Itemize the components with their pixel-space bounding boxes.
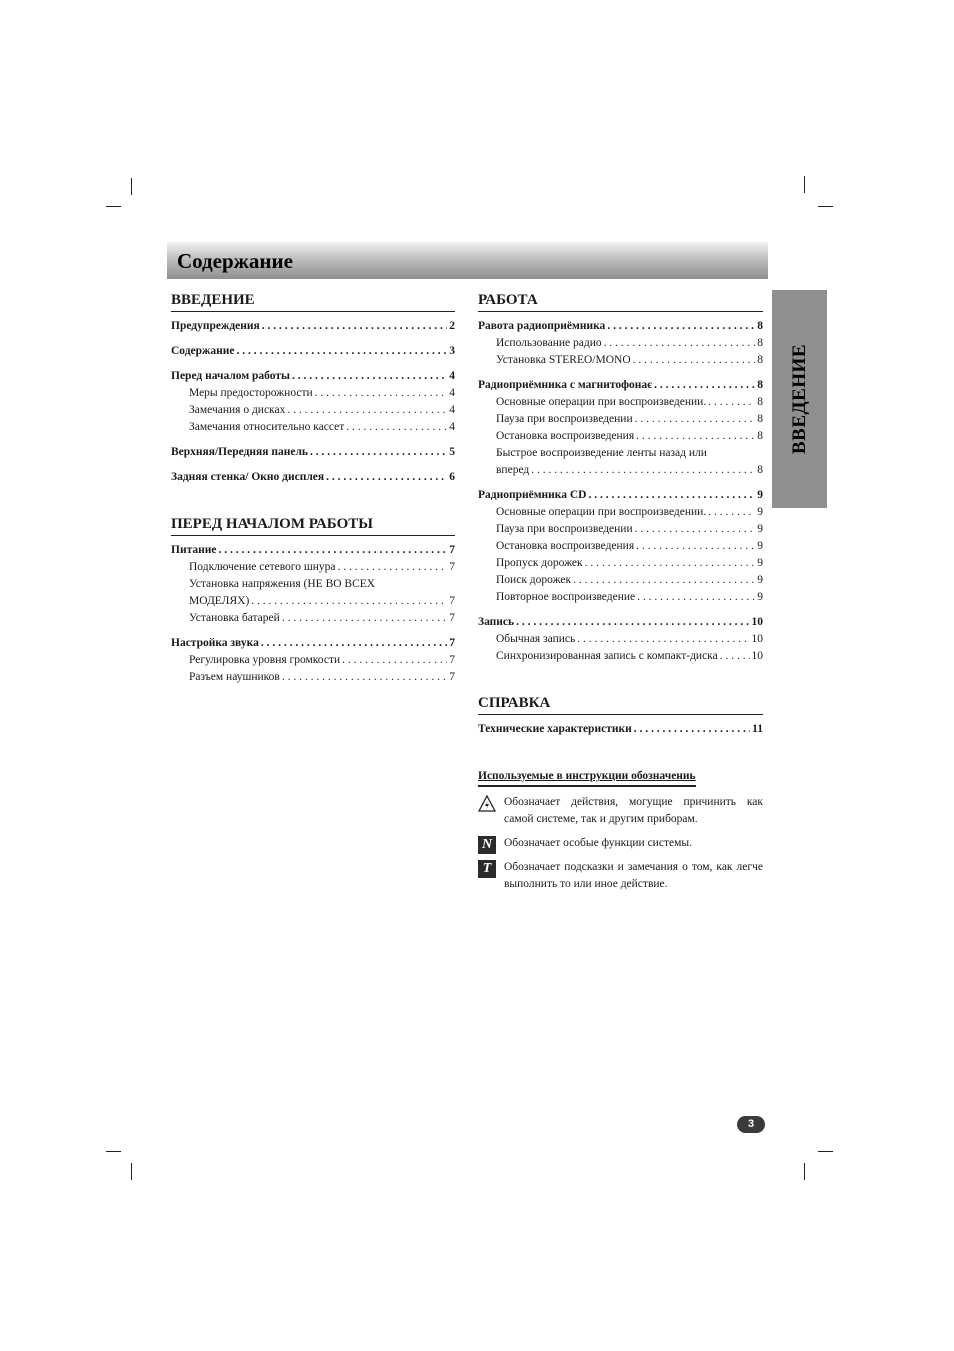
- toc-subentry[interactable]: Синхронизированная запись с компакт-диска . . . 10: [478, 648, 763, 665]
- section-rule: [478, 714, 763, 715]
- toc-subentry[interactable]: Обычная запись . . . 10: [478, 631, 763, 648]
- toc-subentry-multiline[interactable]: Быстрое воспроизведение ленты назад или вперед . . . 8: [478, 445, 763, 479]
- note-n-icon: N: [478, 836, 496, 854]
- toc-right-column: [478, 290, 763, 893]
- toc-subentry[interactable]: Установка STEREO/MONO . . . 8: [478, 352, 763, 369]
- section-rule: [478, 311, 763, 312]
- crop-mark: [131, 178, 132, 195]
- toc-entry[interactable]: Предупреждения . . . 2: [171, 318, 455, 335]
- section-heading: РАБОТА: [478, 292, 538, 308]
- toc-entry[interactable]: Питание . . . 7: [171, 542, 455, 559]
- toc-entry[interactable]: Содержание . . . 3: [171, 343, 455, 360]
- toc-subentry[interactable]: Поиск дорожек . . . 9: [478, 572, 763, 589]
- crop-mark: [106, 1151, 121, 1152]
- legend-heading: Используемые в инструкции обозначениь: [478, 769, 696, 787]
- toc-entry[interactable]: Радиоприёмника CD . . . 9: [478, 487, 763, 504]
- section-heading: ПЕРЕД НАЧАЛОМ РАБОТЫ: [171, 516, 374, 532]
- section-heading: СПРАВКА: [478, 695, 551, 711]
- crop-mark: [804, 1163, 805, 1180]
- crop-mark: [131, 1163, 132, 1180]
- toc-subentry[interactable]: Пауза при воспроизведении . . . 8: [478, 411, 763, 428]
- title-bar: [167, 242, 768, 279]
- legend-item-warning: Обозначает действия, могущие причинить как самой системе, так и другим приборам.: [478, 794, 763, 828]
- legend-item-tip: T Обозначает подсказки и замечания о том, как легче выполнить то или иное действие.: [478, 859, 763, 893]
- toc-subentry[interactable]: Установка батарей . . . 7: [171, 610, 455, 627]
- toc-subentry[interactable]: Пауза при воспроизведении . . . 9: [478, 521, 763, 538]
- section-heading: ВВЕДЕНИЕ: [171, 292, 255, 308]
- section-rule: [171, 311, 455, 312]
- legend-item-note: N Обозначает особые функции системы.: [478, 835, 763, 852]
- crop-mark: [106, 206, 121, 207]
- crop-mark: [804, 176, 805, 193]
- toc-subentry[interactable]: Подключение сетевого шнура . . . 7: [171, 559, 455, 576]
- toc-subentry[interactable]: Замечания относительно кассет . . . 4: [171, 419, 455, 436]
- toc-subentry[interactable]: Основные операции при воспроизведении. . . . 8: [478, 394, 763, 411]
- toc-entry[interactable]: Перед началом работы . . . 4: [171, 368, 455, 385]
- side-tab: [772, 290, 827, 508]
- toc-entry[interactable]: Технические характеристики . . . 11: [478, 721, 763, 738]
- toc-entry[interactable]: Задняя стенка/ Окно дисплея . . . 6: [171, 469, 455, 486]
- page-title: Содержание: [177, 249, 293, 273]
- toc-entry[interactable]: Настройка звука . . . 7: [171, 635, 455, 652]
- toc-subentry[interactable]: Меры предосторожности . . . 4: [171, 385, 455, 402]
- warning-icon: [478, 795, 496, 813]
- crop-mark: [818, 1151, 833, 1152]
- side-tab-label: ВВЕДЕНИЕ: [788, 344, 810, 454]
- toc-subentry[interactable]: Остановка воспроизведения . . . 8: [478, 428, 763, 445]
- section-rule: [171, 535, 455, 536]
- toc-subentry-multiline[interactable]: Установка напряжения (НЕ ВО ВСЕХ МОДЕЛЯХ) . . . 7: [171, 576, 455, 610]
- crop-mark: [818, 206, 833, 207]
- toc-subentry[interactable]: Повторное воспроизведение . . . 9: [478, 589, 763, 606]
- toc-entry[interactable]: Радиоприёмника с магнитофонає . . . 8: [478, 377, 763, 394]
- toc-subentry[interactable]: Пропуск дорожек . . . 9: [478, 555, 763, 572]
- toc-subentry[interactable]: Замечания о дисках . . . 4: [171, 402, 455, 419]
- toc-entry[interactable]: Равота радиоприёмника . . . 8: [478, 318, 763, 335]
- toc-subentry[interactable]: Разъем наушников . . . 7: [171, 669, 455, 686]
- toc-subentry[interactable]: Основные операции при воспроизведении. . . . 9: [478, 504, 763, 521]
- tip-t-icon: T: [478, 860, 496, 878]
- toc-entry[interactable]: Верхняя/Передняя панель . . . 5: [171, 444, 455, 461]
- toc-subentry[interactable]: Регулировка уровня громкости . . . 7: [171, 652, 455, 669]
- toc-left-column: [171, 290, 455, 686]
- toc-entry[interactable]: Запись . . . 10: [478, 614, 763, 631]
- page-number-badge: 3: [737, 1116, 765, 1133]
- toc-subentry[interactable]: Использование радио . . . 8: [478, 335, 763, 352]
- toc-subentry[interactable]: Остановка воспроизведения . . . 9: [478, 538, 763, 555]
